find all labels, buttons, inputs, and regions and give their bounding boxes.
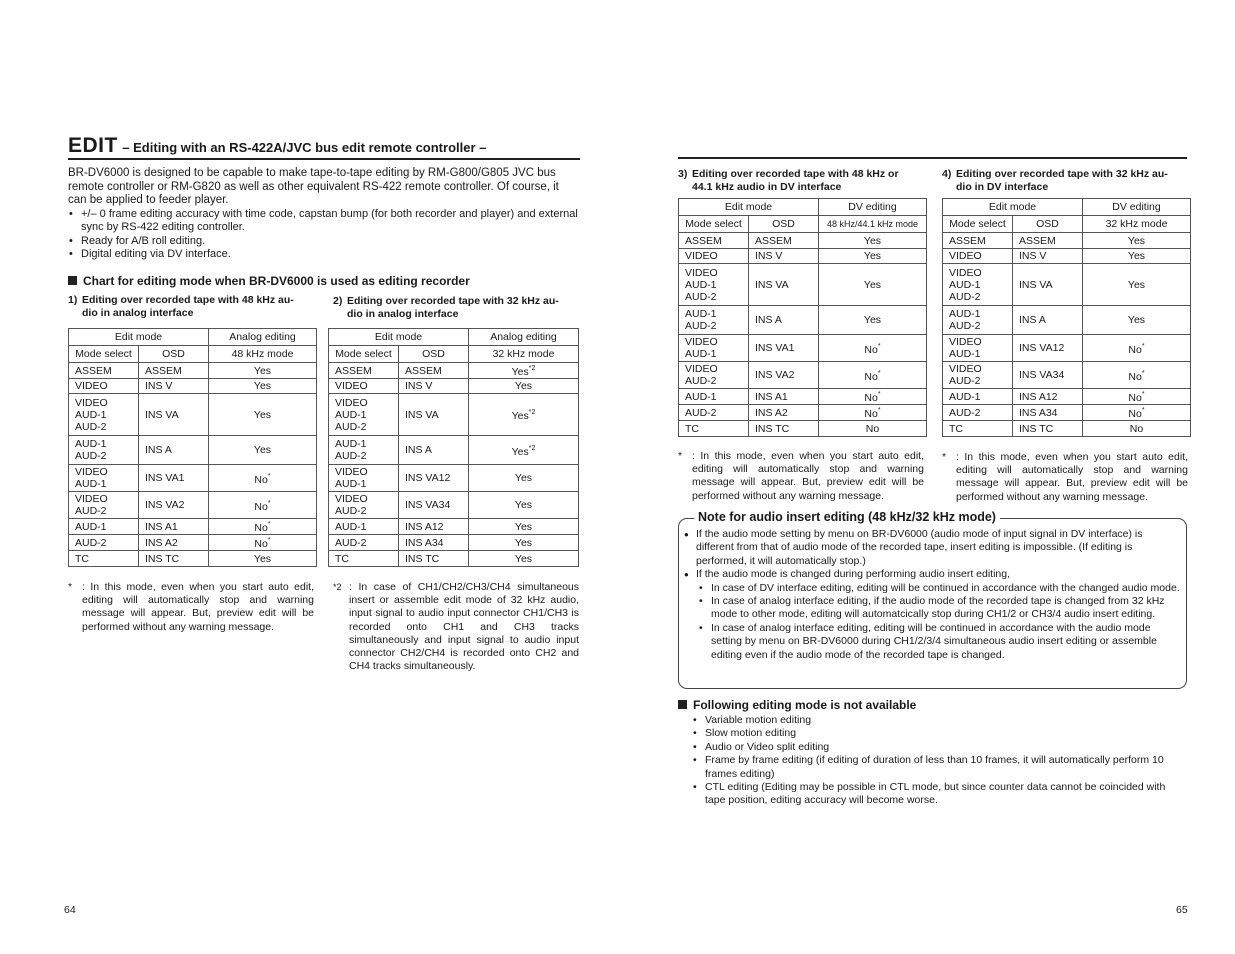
cell-mode bbox=[329, 551, 399, 567]
table-row bbox=[69, 492, 317, 519]
table-row bbox=[329, 519, 579, 535]
table-32khz-analog bbox=[328, 328, 579, 567]
table-row bbox=[679, 306, 927, 335]
cell-result: No* bbox=[819, 405, 927, 421]
table3-footnote: * : In this mode, even when you start auto edit, editing will automatically stop and warning message will appear. But, preview edit will be performed without any warning message. bbox=[678, 450, 924, 502]
cell-osd: INS A1 bbox=[749, 389, 819, 405]
header-editing-type: DV editing bbox=[819, 199, 927, 216]
intro-bullet: • Ready for A/B roll editing. bbox=[68, 235, 580, 249]
cell-mode bbox=[69, 492, 139, 519]
mode-line: AUD-2 bbox=[685, 290, 717, 303]
cell-result: Yes bbox=[1083, 233, 1191, 249]
cell-mode bbox=[69, 551, 139, 567]
cell-result: Yes bbox=[469, 519, 579, 535]
cell-osd: INS VA34 bbox=[1013, 362, 1083, 389]
mode-line: AUD-2 bbox=[75, 536, 107, 549]
mode-line: AUD-2 bbox=[949, 290, 981, 303]
cell-osd: INS VA2 bbox=[749, 362, 819, 389]
mode-line: AUD-2 bbox=[335, 420, 367, 433]
header-audio-mode: 32 kHz mode bbox=[469, 346, 579, 363]
mode-line: AUD-2 bbox=[335, 450, 367, 462]
cell-result: Yes$^{*2}$ bbox=[469, 394, 579, 436]
note-sub-item: • In case of analog interface editing, editing will be continued in accordance with the audio mode setting by menu on BR-DV6000 during CH1/2/3/4 simultaneous audio insert editing or assemble editing even if the audio mode of the recorded tape is changed. bbox=[698, 622, 1180, 662]
mode-line: AUD-1 bbox=[949, 390, 981, 403]
cell-osd: INS VA bbox=[1013, 264, 1083, 306]
table-row bbox=[329, 363, 579, 379]
table-row bbox=[679, 264, 927, 306]
mode-line: VIDEO bbox=[335, 380, 368, 392]
mode-line: TC bbox=[685, 422, 699, 435]
table1-footnote: * : In this mode, even when you start auto edit, editing will automatically stop and warning message will appear. But, preview edit will be performed without any warning message. bbox=[68, 581, 314, 633]
cell-result: Yes bbox=[209, 551, 317, 567]
cell-osd: INS VA1 bbox=[139, 465, 209, 492]
table-row bbox=[329, 535, 579, 551]
page-number-left: 64 bbox=[64, 904, 76, 916]
mode-line: AUD-1 bbox=[335, 438, 367, 450]
footnote-marker: * bbox=[877, 369, 881, 377]
cell-result: Yes bbox=[469, 465, 579, 492]
table-48khz-dv bbox=[678, 198, 927, 437]
cell-osd: ASSEM bbox=[749, 233, 819, 249]
square-bullet-icon bbox=[678, 700, 687, 709]
footnote-marker: * bbox=[1141, 391, 1145, 398]
page-number-right: 65 bbox=[1176, 904, 1188, 916]
cell-mode bbox=[679, 389, 749, 405]
mode-line: AUD-2 bbox=[335, 505, 367, 517]
cell-result: No bbox=[819, 421, 927, 437]
cell-mode bbox=[329, 379, 399, 394]
cell-osd: INS VA1 bbox=[749, 335, 819, 362]
table1-caption: 1) Editing over recorded tape with 48 kHz au- dio in analog interface bbox=[68, 294, 294, 319]
table-row bbox=[69, 519, 317, 535]
cell-mode bbox=[679, 233, 749, 249]
cell-osd: INS VA bbox=[399, 394, 469, 436]
table3-caption: 3) Editing over recorded tape with 48 kHz or 44.1 kHz audio in DV interface bbox=[678, 168, 899, 193]
cell-result: Yes bbox=[1083, 264, 1191, 306]
mode-line: AUD-1 bbox=[75, 478, 107, 490]
mode-line: VIDEO bbox=[949, 336, 982, 348]
mode-line: AUD-1 bbox=[949, 308, 981, 320]
cell-osd: INS A1 bbox=[139, 519, 209, 535]
cell-result: Yes bbox=[209, 363, 317, 379]
mode-line: AUD-2 bbox=[75, 420, 107, 433]
cell-mode bbox=[69, 465, 139, 492]
table4-footnote: * : In this mode, even when you start auto edit, editing will automatically stop and warning message will appear. But, preview edit will be performed without any warning message. bbox=[942, 451, 1188, 503]
mode-line: VIDEO bbox=[685, 266, 718, 279]
mode-line: AUD-2 bbox=[949, 320, 981, 332]
table-row bbox=[69, 379, 317, 394]
cell-mode bbox=[329, 465, 399, 492]
cell-mode bbox=[69, 379, 139, 394]
note-sub-item: • In case of DV interface editing, editing will be continued in accordance with the changed audio mode. bbox=[698, 582, 1180, 595]
mode-line: TC bbox=[949, 422, 963, 435]
cell-osd: INS TC bbox=[1013, 421, 1083, 437]
mode-line: AUD-1 bbox=[949, 278, 981, 291]
footnote-marker: * bbox=[267, 537, 271, 544]
cell-osd: INS A34 bbox=[1013, 405, 1083, 421]
table-row bbox=[329, 436, 579, 465]
cell-mode bbox=[679, 421, 749, 437]
cell-mode bbox=[943, 306, 1013, 335]
mode-line: AUD-2 bbox=[75, 505, 107, 517]
cell-mode bbox=[943, 335, 1013, 362]
cell-osd: INS A2 bbox=[139, 535, 209, 551]
cell-mode bbox=[943, 405, 1013, 421]
table-row bbox=[69, 436, 317, 465]
cell-mode bbox=[943, 362, 1013, 389]
cell-result: No* bbox=[209, 535, 317, 551]
not-available-item: • CTL editing (Editing may be possible in CTL mode, but since counter data cannot be coincided with tape position, editing accuracy will become worse. bbox=[692, 781, 1188, 808]
table-row bbox=[943, 264, 1191, 306]
table-row bbox=[679, 389, 927, 405]
mode-line: AUD-2 bbox=[949, 406, 981, 419]
title-main: EDIT bbox=[68, 134, 118, 157]
cell-mode bbox=[943, 264, 1013, 306]
footnote-marker: * bbox=[877, 407, 881, 414]
cell-mode bbox=[329, 394, 399, 436]
mode-line: AUD-1 bbox=[685, 308, 717, 320]
header-mode-select: Mode select bbox=[679, 216, 749, 233]
table-row bbox=[329, 551, 579, 567]
cell-mode bbox=[329, 519, 399, 535]
cell-mode bbox=[943, 249, 1013, 264]
cell-result: Yes$^{*2}$ bbox=[469, 436, 579, 465]
table-row bbox=[679, 335, 927, 362]
cell-osd: INS TC bbox=[749, 421, 819, 437]
table-48khz-analog bbox=[68, 328, 317, 567]
header-edit-mode: Edit mode bbox=[329, 329, 469, 346]
cell-mode bbox=[69, 394, 139, 436]
mode-line: AUD-1 bbox=[75, 438, 107, 450]
table-row bbox=[943, 249, 1191, 264]
mode-line: AUD-2 bbox=[75, 450, 107, 462]
mode-line: ASSEM bbox=[335, 364, 372, 377]
header-rule-right bbox=[678, 157, 1187, 159]
not-available-list bbox=[692, 714, 1188, 808]
cell-result: Yes bbox=[209, 394, 317, 436]
cell-osd: INS V bbox=[749, 249, 819, 264]
footnote-marker: * bbox=[1141, 342, 1145, 350]
mode-line: AUD-2 bbox=[335, 536, 367, 549]
mode-line: ASSEM bbox=[685, 234, 722, 247]
cell-result: Yes bbox=[469, 492, 579, 519]
cell-osd: INS A12 bbox=[399, 519, 469, 535]
cell-osd: INS VA34 bbox=[399, 492, 469, 519]
cell-mode bbox=[679, 335, 749, 362]
footnote-marker: * bbox=[1141, 407, 1145, 414]
mode-line: AUD-2 bbox=[685, 406, 717, 419]
cell-osd: INS A bbox=[1013, 306, 1083, 335]
mode-line: AUD-1 bbox=[75, 408, 107, 421]
mode-line: AUD-1 bbox=[685, 348, 717, 360]
mode-line: AUD-1 bbox=[949, 348, 981, 360]
not-available-item: • Variable motion editing bbox=[692, 714, 1188, 727]
header-editing-type: Analog editing bbox=[209, 329, 317, 346]
cell-mode bbox=[679, 362, 749, 389]
cell-result: No* bbox=[209, 492, 317, 519]
mode-line: TC bbox=[335, 552, 349, 565]
mode-line: VIDEO bbox=[75, 466, 108, 478]
cell-result: Yes bbox=[209, 379, 317, 394]
not-available-item: • Slow motion editing bbox=[692, 727, 1188, 740]
mode-line: AUD-1 bbox=[685, 278, 717, 291]
header-audio-mode: 48 kHz mode bbox=[209, 346, 317, 363]
intro-bullet: • Digital editing via DV interface. bbox=[68, 248, 580, 262]
mode-line: AUD-1 bbox=[75, 520, 107, 533]
footnote-marker: *2 bbox=[528, 444, 536, 452]
cell-result: No* bbox=[819, 335, 927, 362]
cell-osd: INS TC bbox=[139, 551, 209, 567]
header-osd: OSD bbox=[399, 346, 469, 363]
cell-osd: INS V bbox=[1013, 249, 1083, 264]
cell-result: Yes bbox=[1083, 249, 1191, 264]
table-row bbox=[943, 405, 1191, 421]
cell-osd: INS A bbox=[399, 436, 469, 465]
intro-section bbox=[68, 167, 580, 262]
mode-line: VIDEO bbox=[75, 396, 108, 409]
mode-line: VIDEO bbox=[685, 336, 718, 348]
intro-bullet: • +/– 0 frame editing accuracy with time code, capstan bump (for both recorder and player) and external sync by RS-422 editing controller. bbox=[68, 208, 580, 235]
cell-osd: INS TC bbox=[399, 551, 469, 567]
not-available-item: • Frame by frame editing (if editing of duration of less than 10 frames, it will automatically perform 10 frames editing) bbox=[692, 754, 1188, 781]
chart-heading: Chart for editing mode when BR-DV6000 is used as editing recorder bbox=[68, 274, 470, 288]
cell-result: No* bbox=[209, 519, 317, 535]
page-title bbox=[68, 134, 580, 160]
table-row bbox=[943, 362, 1191, 389]
cell-result: Yes bbox=[819, 249, 927, 264]
header-audio-mode: 48 kHz/44.1 kHz mode bbox=[819, 216, 927, 233]
note-sub-item: • In case of analog interface editing, if the audio mode of the recorded tape is changed from 32 kHz mode to other mode, editing will automatcically stop during CH1/2 or CH3/4 audio insert editing. bbox=[698, 595, 1180, 622]
not-available-item: • Audio or Video split editing bbox=[692, 741, 1188, 754]
header-mode-select: Mode select bbox=[69, 346, 139, 363]
not-available-heading: Following editing mode is not available bbox=[678, 698, 916, 712]
cell-result: Yes bbox=[1083, 306, 1191, 335]
cell-mode bbox=[329, 436, 399, 465]
cell-osd: INS VA2 bbox=[139, 492, 209, 519]
header-osd: OSD bbox=[749, 216, 819, 233]
table-row bbox=[943, 306, 1191, 335]
table-row bbox=[329, 465, 579, 492]
cell-osd: INS VA12 bbox=[399, 465, 469, 492]
table-row bbox=[679, 362, 927, 389]
cell-result: No bbox=[1083, 421, 1191, 437]
table-row bbox=[69, 535, 317, 551]
cell-result: No* bbox=[1083, 405, 1191, 421]
footnote-marker: * bbox=[877, 391, 881, 398]
mode-line: ASSEM bbox=[75, 364, 112, 377]
table-row bbox=[69, 363, 317, 379]
cell-osd: INS VA12 bbox=[1013, 335, 1083, 362]
cell-result: No* bbox=[819, 362, 927, 389]
table-row bbox=[679, 421, 927, 437]
cell-result: No* bbox=[1083, 389, 1191, 405]
square-bullet-icon bbox=[68, 276, 77, 285]
mode-line: VIDEO bbox=[949, 266, 982, 279]
header-editing-type: DV editing bbox=[1083, 199, 1191, 216]
table-row bbox=[943, 421, 1191, 437]
cell-mode bbox=[679, 405, 749, 421]
cell-mode bbox=[943, 421, 1013, 437]
table-row bbox=[69, 394, 317, 436]
mode-line: VIDEO bbox=[335, 466, 368, 478]
intro-bullets bbox=[68, 208, 580, 262]
table-row bbox=[943, 389, 1191, 405]
mode-line: VIDEO bbox=[685, 250, 718, 262]
header-mode-select: Mode select bbox=[943, 216, 1013, 233]
mode-line: VIDEO bbox=[335, 493, 368, 505]
footnote-marker: * bbox=[267, 472, 271, 480]
cell-mode bbox=[679, 264, 749, 306]
table-row bbox=[679, 249, 927, 264]
table-row bbox=[329, 394, 579, 436]
mode-line: TC bbox=[75, 552, 89, 565]
table-row bbox=[69, 551, 317, 567]
cell-mode bbox=[943, 389, 1013, 405]
footnote-marker: *2 bbox=[528, 365, 536, 372]
note-item: ● If the audio mode setting by menu on BR-DV6000 (audio mode of input signal in DV interface) is different from that of audio mode of the recorded tape, insert editing is impossible. (If editing is performed, it will automatically stop.) bbox=[684, 528, 1180, 568]
mode-line: AUD-1 bbox=[335, 408, 367, 421]
cell-mode bbox=[69, 436, 139, 465]
header-edit-mode: Edit mode bbox=[679, 199, 819, 216]
table4-caption: 4) Editing over recorded tape with 32 kHz au- dio in DV interface bbox=[942, 168, 1168, 193]
mode-line: AUD-1 bbox=[685, 390, 717, 403]
cell-result: Yes bbox=[469, 379, 579, 394]
mode-line: ASSEM bbox=[949, 234, 986, 247]
cell-osd: INS A bbox=[749, 306, 819, 335]
mode-line: VIDEO bbox=[335, 396, 368, 409]
cell-result: No* bbox=[1083, 362, 1191, 389]
cell-osd: INS A12 bbox=[1013, 389, 1083, 405]
table-32khz-dv bbox=[942, 198, 1191, 437]
cell-result: Yes bbox=[819, 233, 927, 249]
footnote-marker: * bbox=[267, 499, 271, 507]
mode-line: VIDEO bbox=[75, 380, 108, 392]
header-editing-type: Analog editing bbox=[469, 329, 579, 346]
table2-caption: 2) Editing over recorded tape with 32 kHz au- dio in analog interface bbox=[333, 295, 559, 320]
table-row bbox=[329, 492, 579, 519]
table-row bbox=[69, 465, 317, 492]
cell-result: Yes bbox=[819, 264, 927, 306]
table-row bbox=[679, 405, 927, 421]
cell-mode bbox=[69, 535, 139, 551]
note-item: ● If the audio mode is changed during performing audio insert editing, • In case of DV interface editing, editing will be continued in accordance with the changed audio mode. • In case of analog interface editing, if the audio mode of the recorded tape is changed from 32 kHz mode to other mode, editing will automatcically stop during CH1/2 or CH3/4 audio insert editing. • In case of analog interface editing, editing will be continued in accordance with the audio mode setting by menu on BR-DV6000 during CH1/2/3/4 simultaneous audio insert editing or assemble editing even if the audio mode of the recorded tape is changed. bbox=[684, 568, 1180, 662]
table-row bbox=[943, 233, 1191, 249]
intro-paragraph: BR-DV6000 is designed to be capable to make tape-to-tape editing by RM-G800/G805 JVC bus remote controller or RM-G820 as well as other equivalent RS-422 remote controller. Of course, it can be applied to feeder player. bbox=[68, 167, 559, 206]
cell-osd: INS A34 bbox=[399, 535, 469, 551]
footnote-marker: * bbox=[267, 521, 271, 528]
note-body bbox=[684, 528, 1180, 662]
header-osd: OSD bbox=[139, 346, 209, 363]
mode-line: VIDEO bbox=[949, 250, 982, 262]
cell-osd: INS A bbox=[139, 436, 209, 465]
header-audio-mode: 32 kHz mode bbox=[1083, 216, 1191, 233]
cell-osd: INS V bbox=[399, 379, 469, 394]
cell-mode bbox=[679, 306, 749, 335]
cell-osd: ASSEM bbox=[399, 363, 469, 379]
mode-line: VIDEO bbox=[949, 363, 982, 375]
cell-result: Yes$^{*2}$ bbox=[469, 363, 579, 379]
mode-line: VIDEO bbox=[75, 493, 108, 505]
mode-line: AUD-2 bbox=[685, 320, 717, 332]
cell-osd: INS VA bbox=[139, 394, 209, 436]
cell-mode bbox=[69, 363, 139, 379]
header-edit-mode: Edit mode bbox=[69, 329, 209, 346]
cell-mode bbox=[679, 249, 749, 264]
header-osd: OSD bbox=[1013, 216, 1083, 233]
cell-result: Yes bbox=[469, 535, 579, 551]
table2-footnote: *2 : In case of CH1/CH2/CH3/CH4 simultaneous insert or assemble edit mode of 32 kHz audio, input signal to audio input connector CH1/CH3 is recorded onto CH1 and CH3 tracks simultaneously and input signal to audio input connector CH2/CH4 is recorded onto CH2 and CH4 tracks simultaneously. bbox=[333, 581, 579, 673]
cell-mode bbox=[329, 492, 399, 519]
mode-line: VIDEO bbox=[685, 363, 718, 375]
table-row bbox=[943, 335, 1191, 362]
table-row bbox=[679, 233, 927, 249]
cell-mode bbox=[69, 519, 139, 535]
cell-result: No* bbox=[819, 389, 927, 405]
cell-osd: INS A2 bbox=[749, 405, 819, 421]
cell-result: Yes bbox=[209, 436, 317, 465]
mode-line: AUD-1 bbox=[335, 478, 367, 490]
footnote-marker: *2 bbox=[528, 409, 536, 416]
note-title: Note for audio insert editing (48 kHz/32 kHz mode) bbox=[694, 510, 1000, 524]
mode-line: AUD-2 bbox=[949, 375, 981, 387]
cell-mode bbox=[943, 233, 1013, 249]
cell-result: No* bbox=[209, 465, 317, 492]
cell-mode bbox=[329, 535, 399, 551]
header-edit-mode: Edit mode bbox=[943, 199, 1083, 216]
cell-osd: INS VA bbox=[749, 264, 819, 306]
mode-line: AUD-2 bbox=[685, 375, 717, 387]
mode-line: AUD-1 bbox=[335, 520, 367, 533]
cell-result: Yes bbox=[819, 306, 927, 335]
table-row bbox=[329, 379, 579, 394]
footnote-marker: * bbox=[1141, 369, 1145, 377]
cell-osd: ASSEM bbox=[139, 363, 209, 379]
title-subtitle: – Editing with an RS-422A/JVC bus edit remote controller – bbox=[122, 140, 487, 155]
cell-result: No* bbox=[1083, 335, 1191, 362]
cell-osd: INS V bbox=[139, 379, 209, 394]
cell-result: Yes bbox=[469, 551, 579, 567]
header-mode-select: Mode select bbox=[329, 346, 399, 363]
cell-mode bbox=[329, 363, 399, 379]
cell-osd: ASSEM bbox=[1013, 233, 1083, 249]
footnote-marker: * bbox=[877, 342, 881, 350]
